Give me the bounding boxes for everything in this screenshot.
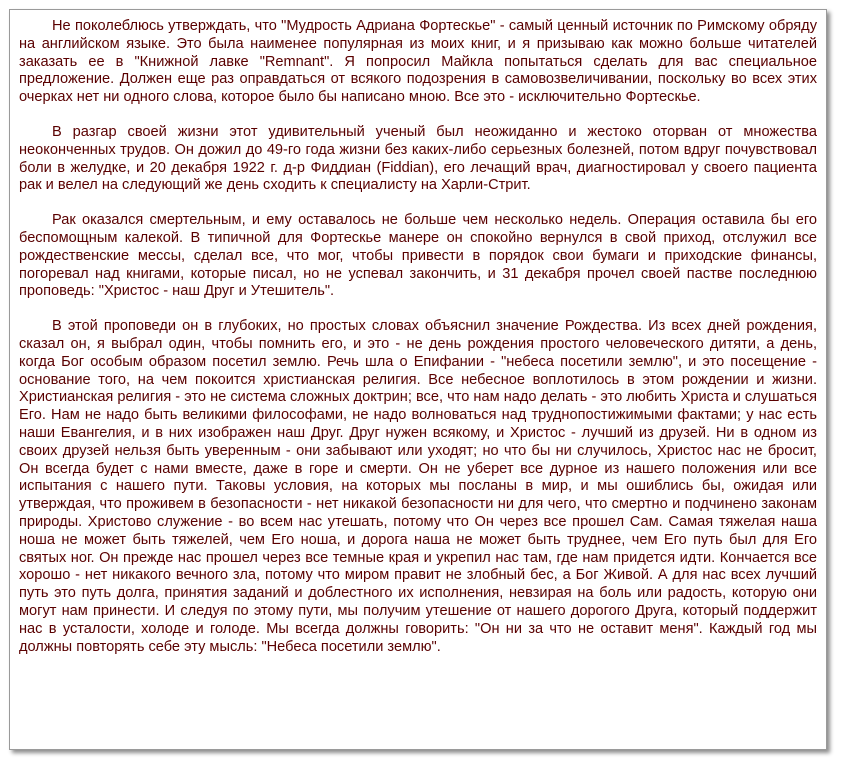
paragraph: Рак оказался смертельным, и ему оставалось не больше чем несколько недель. Операция оставила бы его беспомощным калекой. В типичной для Фортескье манере он спокойно вернулся в свой приход, отслужил все рождественские мессы, сделал все, что мог, чтобы привести в порядок свои бумаги и приходские финансы, погоревал над книгами, которые писал, но не успевал закончить, и 31 декабря прочел своей пастве последнюю проповедь: "Христос - наш Друг и Утешитель". — [19, 212, 817, 300]
paragraph: В разгар своей жизни этот удивительный ученый был неожиданно и жестоко оторван от множества неоконченных трудов. Он дожил до 49-го года жизни без каких-либо серьезных болезней, потом вдруг почувствовал боли в желудке, и 20 декабря 1922 г. д-р Фиддиан (Fiddian), его лечащий врач, диагностировал у своего пациента рак и велел на следующий же день сходить к специалисту на Харли-Стрит. — [19, 123, 817, 194]
paragraph: В этой проповеди он в глубоких, но простых словах объяснил значение Рождества. Из всех дней рождения, сказал он, я выбрал один, чтобы помнить его, и это - не день рождения простого человеческого дитяти, а день, когда Бог особым образом посетил землю. Речь шла о Епифании - "небеса посетили землю", и это посещение - основание того, на чем покоится христианская религия. Все небесное воплотилось в этом рождении и жизни. Христианская религия - это не система сложных доктрин; все, что нам надо делать - это любить Христа и слушаться Его. Нам не надо быть великими философами, не надо волноваться над труднопостижимыми фактами; у нас есть наши Евангелия, и в них изображен наш Друг. Друг нужен всякому, и Христос - лучший из друзей. Ни в одном из своих друзей нельзя быть уверенным - они забывают или уходят; но что бы ни случилось, Христос нас не бросит, Он всегда будет с нами вместе, даже в горе и смерти. Он не уберет все дурное из нашего положения или все испытания с нашего пути. Таковы условия, на которых мы посланы в мир, и мы ошиблись бы, ожидая или утверждая, что проживем в безопасности - нет никакой безопасности ни для чего, что смертно и подчинено законам природы. Христово служение - во всем нас утешать, потому что Он через все прошел Сам. Самая тяжелая наша ноша не может быть тяжелей, чем Его ноша, и дорога наша не может быть труднее, чем Его путь был для Его святых ног. Он прежде нас прошел через все темные края и укрепил нас там, где нам придется идти. Кончается все хорошо - нет никакого вечного зла, потому что миром правит не злобный бес, а Бог Живой. А для нас всех лучший путь это путь долга, принятия заданий и доблестного их исполнения, невзирая на боль или радость, которую они могут нам принести. И следуя по этому пути, мы получим утешение от нашего дорогого Друга, который поддержит нас в усталости, холоде и голоде. Мы всегда должны говорить: "Он ни за что не оставит меня". Каждый год мы должны повторять себе эту мысль: "Небеса посетили землю". — [19, 318, 817, 655]
text-frame — [9, 9, 827, 750]
paragraph: Не поколеблюсь утверждать, что "Мудрость Адриана Фортескье" - самый ценный источник по Римскому обряду на английском языке. Это была наименее популярная из моих книг, и я призываю как можно больше читателей заказать ее в "Книжной лавке "Remnant". Я попросил Майкла попытаться сделать для вас специальное предложение. Должен еще раз оправдаться от всякого подозрения в самовозвеличивании, поскольку во всех этих очерках нет ни одного слова, которое было бы написано мною. Все это - исключительно Фортескье. — [19, 18, 817, 106]
